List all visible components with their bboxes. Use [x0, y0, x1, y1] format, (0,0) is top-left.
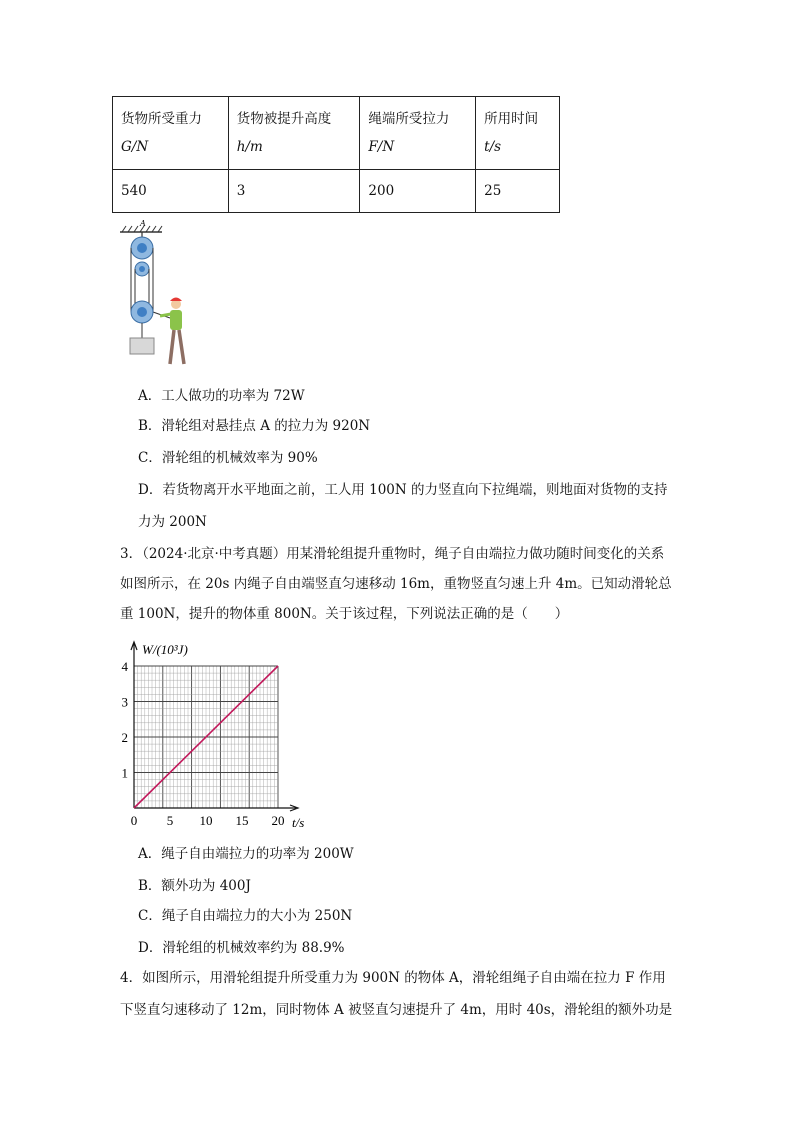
- q3-line-2: 如图所示，在 20s 内绳子自由端竖直匀速移动 16m，重物竖直匀速上升 4m。已知动滑轮总: [120, 576, 672, 592]
- cargo-box-icon: [130, 338, 154, 354]
- option-text: 力为 200N: [138, 514, 207, 530]
- table-cell: 200: [360, 170, 476, 213]
- table-row: [113, 170, 560, 213]
- x-tick-label: 20: [271, 813, 285, 828]
- work-time-chart: [116, 630, 316, 840]
- option-text: 工人做功的功率为 72W: [161, 388, 305, 404]
- header-unit: h/m: [236, 139, 263, 155]
- header-unit: G/N: [121, 139, 149, 155]
- y-tick-label: 2: [121, 730, 128, 745]
- q2-option-b: [138, 416, 370, 436]
- option-text: 绳子自由端拉力的大小为 250N: [161, 908, 353, 924]
- option-letter: C．: [138, 450, 162, 466]
- q3-line-1: 3．（2024·北京·中考真题）用某滑轮组提升重物时，绳子自由端拉力做功随时间变化的关系: [120, 546, 665, 562]
- point-a-label: A: [140, 219, 146, 228]
- header-unit: F/N: [368, 139, 395, 155]
- x-tick-label: 15: [235, 813, 249, 828]
- option-letter: D．: [138, 482, 163, 498]
- y-axis-label: W/(10³J): [142, 642, 188, 657]
- table-cell: 3: [228, 170, 360, 213]
- x-tick-label: 0: [130, 813, 138, 828]
- y-tick-label: 3: [121, 694, 128, 710]
- pulley-figure: [118, 218, 198, 370]
- table-header-cell: [228, 97, 360, 170]
- q2-option-c: [138, 448, 318, 468]
- table-cell: 25: [476, 170, 560, 213]
- q3-option-a: [138, 844, 354, 864]
- q3-option-b: [138, 876, 251, 896]
- option-text: 滑轮组的机械效率为 90%: [161, 450, 318, 466]
- q2-option-d-continued: [138, 512, 207, 532]
- option-text: 额外功为 400J: [161, 878, 251, 894]
- x-tick-label: 10: [199, 813, 213, 828]
- table-header-cell: [476, 97, 560, 170]
- table-header-cell: [113, 97, 229, 170]
- option-text: 滑轮组的机械效率约为 88.9%: [162, 940, 345, 956]
- option-text: 若货物离开水平地面之前，工人用 100N 的力竖直向下拉绳端，则地面对货物的支持: [162, 482, 668, 498]
- option-text: 绳子自由端拉力的功率为 200W: [161, 846, 354, 862]
- header-unit: t/s: [484, 139, 502, 155]
- option-letter: B．: [138, 418, 162, 434]
- option-letter: C．: [138, 908, 162, 924]
- header-label: 绳端所受拉力: [368, 111, 450, 127]
- header-label: 货物所受重力: [121, 111, 202, 127]
- table-header-cell: [360, 97, 476, 170]
- x-axis-label: t/s: [292, 815, 305, 830]
- q3-option-c: [138, 906, 352, 926]
- q4-line-1: 4．如图所示，用滑轮组提升所受重力为 900N 的物体 A，滑轮组绳子自由端在拉力 F 作用: [120, 970, 666, 986]
- header-label: 所用时间: [484, 111, 539, 127]
- x-tick-label: 5: [166, 813, 174, 828]
- option-letter: D．: [138, 940, 163, 956]
- option-text: 滑轮组对悬挂点 A 的拉力为 920N: [161, 418, 371, 434]
- table-cell: 540: [113, 170, 229, 213]
- y-tick-label: 1: [121, 765, 128, 781]
- y-tick-label: 4: [121, 659, 128, 674]
- option-letter: A．: [138, 388, 162, 404]
- q2-option-d: [138, 480, 668, 500]
- q2-option-a: [138, 386, 305, 406]
- data-table: [112, 96, 560, 213]
- option-letter: A．: [138, 846, 162, 862]
- option-letter: B．: [138, 878, 162, 894]
- q3-line-3: 重 100N，提升的物体重 800N。关于该过程，下列说法正确的是（ ）: [120, 606, 569, 622]
- header-label: 货物被提升高度: [236, 111, 332, 127]
- table-header-row: [113, 97, 560, 170]
- q3-option-d: [138, 938, 345, 958]
- q4-line-2: 下竖直匀速移动了 12m，同时物体 A 被竖直匀速提升了 4m，用时 40s，滑轮组的额外功是: [120, 1002, 673, 1018]
- worker-icon: [160, 298, 184, 365]
